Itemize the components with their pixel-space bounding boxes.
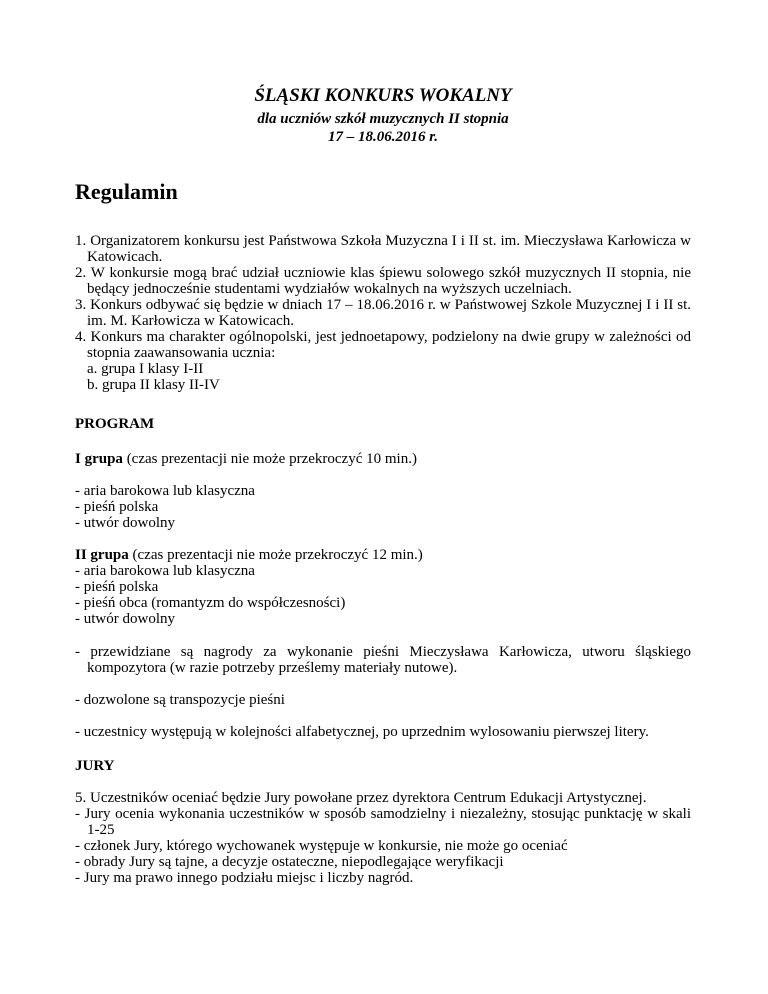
group2-note: (czas prezentacji nie może przekroczyć 12 min.): [128, 547, 423, 563]
group1-note: (czas prezentacji nie może przekroczyć 10 min.): [122, 451, 417, 467]
group1-header: [75, 451, 691, 467]
regulations-heading: Regulamin: [75, 179, 178, 204]
list-item: - aria barokowa lub klasyczna: [75, 563, 255, 579]
group2-section: [75, 547, 691, 627]
program-note-1: - przewidziane są nagrody za wykonanie pieśni Mieczysława Karłowicza, utworu śląskiego kompozytora (w razie potrzeby prześlemy materiały nutowe).: [75, 644, 691, 676]
list-item: - pieśń polska: [75, 579, 159, 595]
rule-1: 1. Organizatorem konkursu jest Państwowa Szkoła Muzyczna I i II st. im. Mieczysława Karłowicza w Katowicach.: [75, 233, 691, 265]
jury-heading: JURY: [75, 758, 115, 774]
rules-list: [75, 233, 691, 393]
document-title: ŚLĄSKI KONKURS WOKALNY: [254, 85, 512, 106]
program-note-2: - dozwolone są transpozycje pieśni: [75, 692, 285, 708]
group-option-b: b. grupa II klasy II-IV: [87, 377, 220, 393]
list-item: - utwór dowolny: [75, 611, 175, 627]
program-note-3: - uczestnicy występują w kolejności alfabetycznej, po uprzednim wylosowaniu pierwszej litery.: [75, 724, 649, 740]
list-item: - pieśń obca (romantyzm do współczesności): [75, 595, 346, 611]
jury-item-1: 5. Uczestników oceniać będzie Jury powołane przez dyrektora Centrum Edukacji Artystycznej.: [75, 790, 647, 806]
list-item: - pieśń polska: [75, 499, 159, 515]
jury-item-3: - członek Jury, którego wychowanek występuje w konkursie, nie może go oceniać: [75, 838, 568, 854]
document-dates: 17 – 18.06.2016 r.: [327, 129, 438, 145]
jury-item-4: - obrady Jury są tajne, a decyzje ostateczne, niepodlegające weryfikacji: [75, 854, 504, 870]
list-item: - utwór dowolny: [75, 515, 175, 531]
group1-label: I grupa: [75, 451, 123, 467]
list-item: - aria barokowa lub klasyczna: [75, 483, 255, 499]
document-subtitle: dla uczniów szkół muzycznych II stopnia: [257, 111, 509, 127]
group-option-a: a. grupa I klasy I-II: [87, 361, 204, 377]
jury-item-2: - Jury ocenia wykonania uczestników w sposób samodzielny i niezależny, stosując punktację w skali 1-25: [75, 806, 691, 838]
group2-label: II grupa: [75, 547, 129, 563]
rule-2: 2. W konkursie mogą brać udział uczniowie klas śpiewu solowego szkół muzycznych II stopnia, nie będący jednocześnie studentami wydziałów wokalnych na wyższych uczelniach.: [75, 265, 691, 297]
program-heading: PROGRAM: [75, 416, 155, 432]
group1-items: [75, 483, 691, 531]
rule-4: 4. Konkurs ma charakter ogólnopolski, jest jednoetapowy, podzielony na dwie grupy w zależności od stopnia zaawansowania ucznia:: [75, 329, 691, 361]
jury-list: [75, 790, 691, 886]
rule-3: 3. Konkurs odbywać się będzie w dniach 17 – 18.06.2016 r. w Państwowej Szkole Muzycznej I i II st. im. M. Karłowicza w Katowicach.: [75, 297, 691, 329]
jury-item-5: - Jury ma prawo innego podziału miejsc i liczby nagród.: [75, 870, 414, 886]
